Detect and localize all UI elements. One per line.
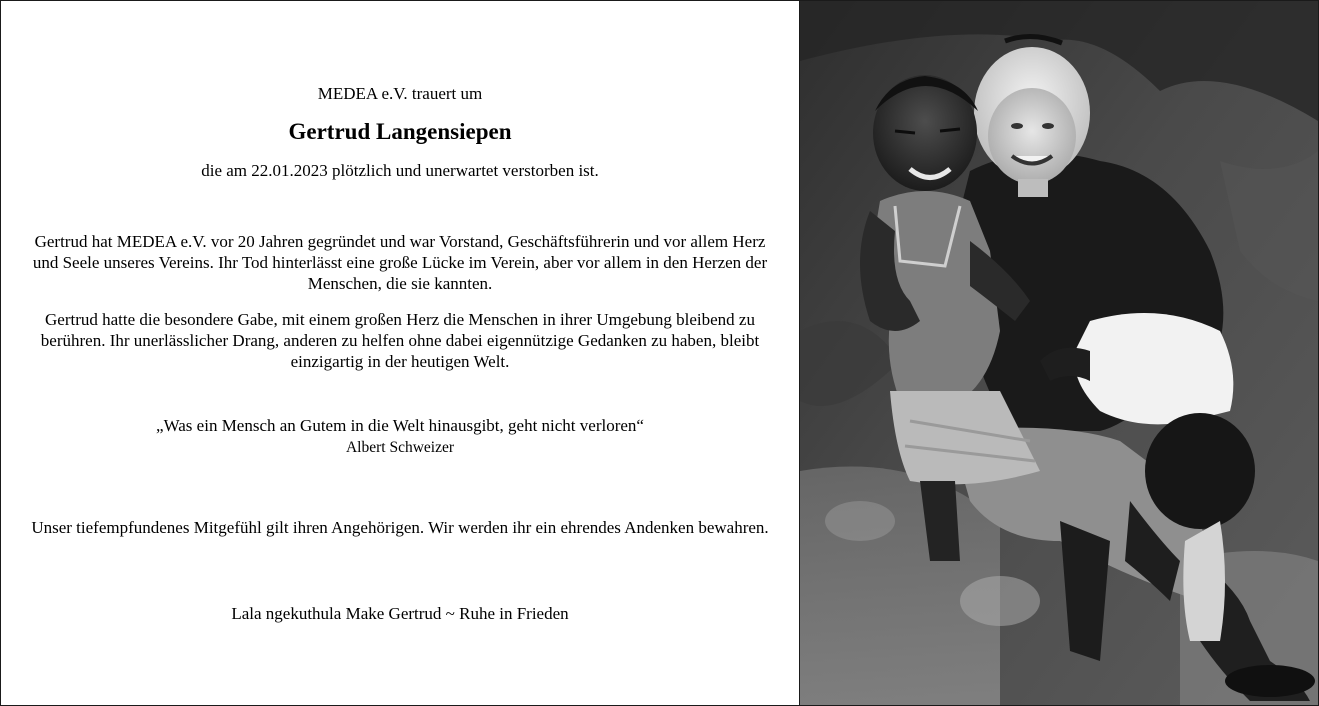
date-of-death-line: die am 22.01.2023 plötzlich und unerwartet verstorben ist.	[201, 161, 599, 180]
condolence-paragraph: Unser tiefempfundenes Mitgefühl gilt ihren Angehörigen. Wir werden ihr ein ehrendes Andenken bewahren.	[31, 518, 769, 537]
memorial-photo	[800, 1, 1318, 705]
obituary-text-panel	[1, 1, 800, 705]
closing-line: Lala ngekuthula Make Gertrud ~ Ruhe in Frieden	[231, 604, 569, 623]
intro-line: MEDEA e.V. trauert um	[317, 84, 483, 103]
quote-text: „Was ein Mensch an Gutem in die Welt hinausgibt, geht nicht verloren“	[156, 416, 644, 435]
tribute-paragraph-2: Gertrud hatte die besondere Gabe, mit einem großen Herz die Menschen in ihrer Umgebung bleibend zu berühren. Ihr unerlässlicher Drang, anderen zu helfen ohne dabei eigennützige Gedanken zu haben, bleibt einzigartig in der heutigen Welt.	[40, 310, 760, 371]
quote-author: Albert Schweizer	[345, 439, 455, 456]
tribute-paragraph-1: Gertrud hat MEDEA e.V. vor 20 Jahren gegründet und war Vorstand, Geschäftsführerin und vor allem Herz und Seele unseres Vereins. Ihr Tod hinterlässt eine große Lücke im Verein, aber vor allem in den Herzen der Menschen, die sie kannten.	[32, 232, 768, 293]
deceased-name: Gertrud Langensiepen	[288, 119, 512, 144]
photo-image	[800, 1, 1318, 705]
